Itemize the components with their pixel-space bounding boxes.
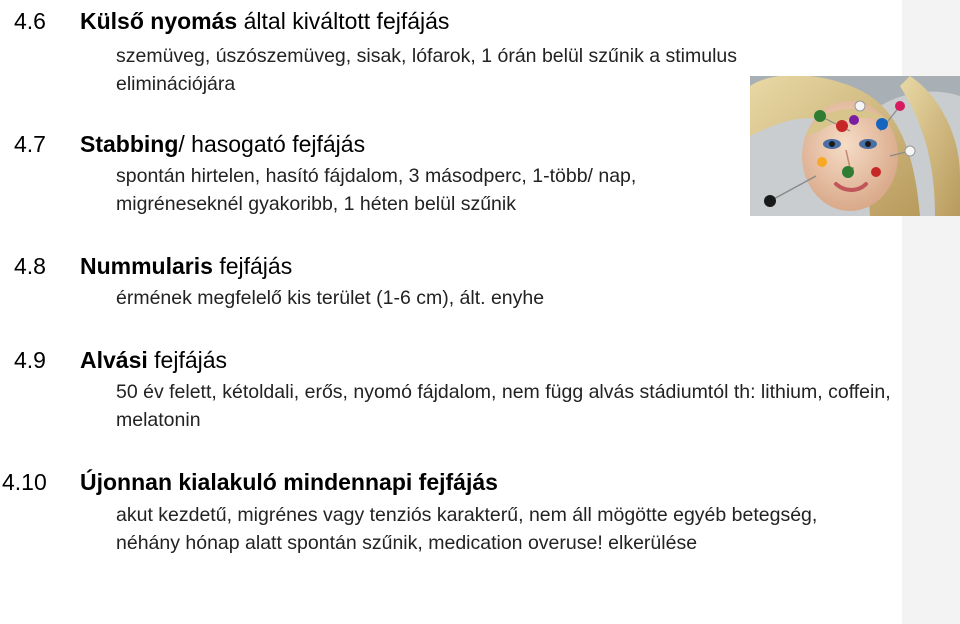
section-title: [80, 8, 449, 35]
section-title: [80, 131, 365, 158]
section-body: 50 év felett, kétoldali, erős, nyomó fájdalom, nem függ alvás stádiumtól th: lithium, coffein, melatonin: [116, 381, 891, 431]
title-rest: fejfájás: [212, 253, 293, 279]
title-bold: Stabbing: [80, 131, 179, 157]
section-title: [80, 469, 498, 496]
doll-with-pins-image: [750, 76, 960, 216]
section-body: spontán hirtelen, hasító fájdalom, 3 másodperc, 1-több/ nap, migréneseknél gyakoribb, 1 héten belül szűnik: [116, 165, 637, 215]
section-body: akut kezdetű, migrénes vagy tenziós karakterű, nem áll mögötte egyéb betegség, néhány hónap alatt spontán szűnik, medication overuse! elkerülése: [116, 504, 818, 554]
section-number: 4.7: [14, 131, 46, 157]
title-bold: Alvási: [80, 347, 148, 373]
title-rest: által kiváltott fejfájás: [237, 8, 450, 34]
section-body: érmének megfelelő kis terület (1-6 cm), ált. enyhe: [116, 287, 545, 309]
section-body: szemüveg, úszószemüveg, sisak, lófarok, 1 órán belül szűnik a stimulus eliminációjára: [116, 45, 738, 95]
title-bold: Külső nyomás: [80, 8, 238, 34]
section-number: 4.6: [14, 8, 46, 34]
title-bold: Újonnan kialakuló mindennapi fejfájás: [80, 469, 498, 495]
title-bold: Nummularis: [80, 253, 213, 279]
section-title: [80, 347, 227, 374]
title-rest: fejfájás: [147, 347, 228, 373]
title-rest: / hasogató fejfájás: [178, 131, 366, 157]
section-number: 4.8: [14, 253, 46, 279]
section-number: 4.9: [14, 347, 46, 373]
section-number: 4.10: [2, 469, 47, 495]
section-title: [80, 253, 292, 280]
